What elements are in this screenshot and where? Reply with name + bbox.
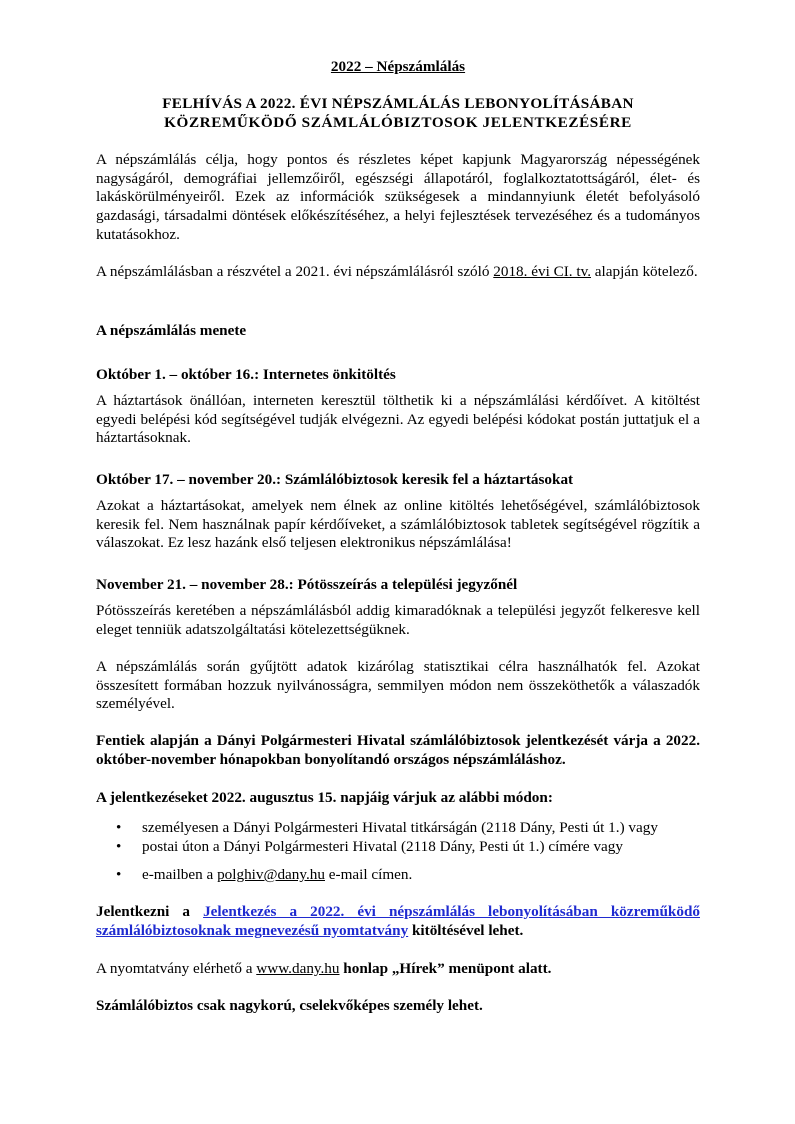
phase-1-title: Október 1. – október 16.: Internetes önkitöltés (96, 366, 396, 383)
intro-paragraph: A népszámlálás célja, hogy pontos és részletes képet kapjunk Magyarország népességének nagyságáról, demográfiai jellemzőiről, egészségi állapotáról, foglalkoztatottságáról, élet- és lakáskörülményeiről. Ezek az információk szükségesek a mindannyiunk életét befolyásoló gazdasági, társadalmi döntések előkészítéséhez, a helyi fejlesztések tervezéséhez és a tudományos kutatásokhoz. (96, 151, 700, 243)
main-heading (96, 95, 700, 132)
process-heading: A népszámlálás menete (96, 322, 247, 339)
phase-3-text: Pótösszeírás keretében a népszámlálásból addig kimaradóknak a települési jegyzőt felkeresve kell eleget tenniük adatszolgáltatási kötelezettségüknek. (96, 602, 700, 638)
form-availability-paragraph (96, 960, 700, 979)
law-paragraph (96, 263, 700, 282)
law-text-after: alapján kötelező. (594, 263, 698, 280)
phase-2-title: Október 17. – november 20.: Számlálóbiztosok keresik fel a háztartásokat (96, 471, 574, 488)
email-text-after: e-mail címen. (328, 866, 413, 883)
law-text-before: A népszámlálásban a részvétel a 2021. évi népszámlálásról szóló (96, 263, 490, 280)
application-form-link[interactable]: Jelentkezés a 2022. évi népszámlálás lebonyolításában közreműködő számlálóbiztosoknak megnevezésű nyomtatvány (96, 903, 700, 939)
deadline-text: A jelentkezéseket 2022. augusztus 15. napjáig várjuk az alábbi módon: (96, 789, 553, 806)
method-in-person: személyesen a Dányi Polgármesteri Hivatal titkárságán (2118 Dány, Pesti út 1.) vagy (142, 819, 658, 836)
eligibility-note: Számlálóbiztos csak nagykorú, cselekvőképes személy lehet. (96, 997, 483, 1014)
email-link[interactable]: polghiv@dany.hu (217, 866, 325, 883)
law-link[interactable]: 2018. évi CI. tv. (493, 263, 591, 280)
apply-text-after: kitöltésével lehet. (411, 921, 524, 939)
method-email (142, 866, 412, 885)
website-link[interactable]: www.dany.hu (256, 960, 340, 977)
bullet-icon: • (116, 819, 122, 836)
bullet-icon: • (116, 866, 122, 883)
form-text-after: honlap „Hírek” menüpont alatt. (343, 960, 552, 977)
phase-1-text: A háztartások önállóan, interneten keresztül tölthetik ki a népszámlálási kérdőívet. A kitöltést egyedi belépési kód segítségével tudják elvégezni. Az egyedi belépési kódokat postán juttatjuk el a háztartásoknak. (96, 392, 700, 447)
apply-paragraph (96, 903, 700, 940)
document-top-title: 2022 – Népszámlálás (330, 58, 466, 75)
phase-3-title: November 21. – november 28.: Pótösszeírás a települési jegyzőnél (96, 576, 518, 593)
announcement-paragraph: Fentiek alapján a Dányi Polgármesteri Hivatal számlálóbiztosok jelentkezését várja a 2022. október-november hónapokban bonyolítandó országos népszámláláshoz. (96, 732, 700, 768)
bullet-icon: • (116, 838, 122, 855)
method-post: postai úton a Dányi Polgármesteri Hivatal (2118 Dány, Pesti út 1.) címére vagy (142, 838, 623, 855)
heading-line-2: KÖZREMŰKÖDŐ SZÁMLÁLÓBIZTOSOK JELENTKEZÉSÉRE (164, 113, 632, 131)
apply-text-before: Jelentkezni a (96, 903, 191, 920)
email-text-before: e-mailben a (142, 866, 214, 883)
phase-2-text: Azokat a háztartásokat, amelyek nem élnek az online kitöltés lehetőségével, számlálóbiztosok keresik fel. Nem használnak papír kérdőíveket, a számlálóbiztosok tabletek segítségével rögzítik a válaszokat. Ez lesz hazánk első teljesen elektronikus népszámlálása! (96, 497, 700, 552)
heading-line-1: FELHÍVÁS A 2022. ÉVI NÉPSZÁMLÁLÁS LEBONYOLÍTÁSÁBAN (162, 95, 634, 112)
form-text-before: A nyomtatvány elérhető a (96, 960, 253, 977)
privacy-paragraph: A népszámlálás során gyűjtött adatok kizárólag statisztikai célra használhatók fel. Azokat összesített formában hozzuk nyilvánosságra, semmilyen módon nem összeköthetők a válaszadók személyével. (96, 658, 700, 713)
